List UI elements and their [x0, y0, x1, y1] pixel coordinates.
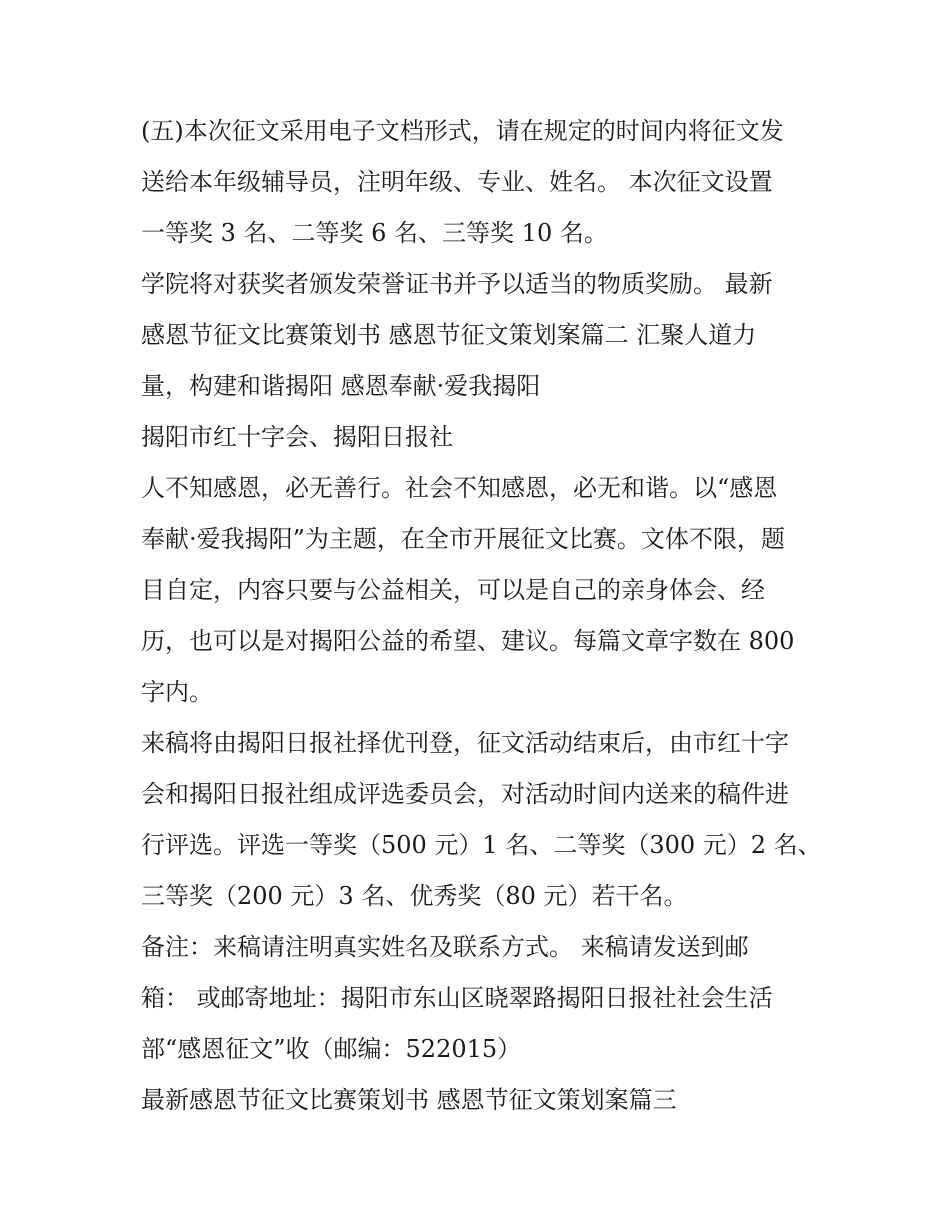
text-line: 部“感恩征文”收（邮编：522015） — [141, 1035, 522, 1063]
paragraph-essay-format — [141, 106, 821, 259]
paragraph-organizers — [141, 412, 821, 463]
paragraph-selection — [141, 718, 821, 922]
paragraph-section-heading — [141, 1075, 821, 1126]
text-line: 来稿将由揭阳日报社择优刊登，征文活动结束后，由市红十字 — [141, 729, 789, 757]
paragraph-theme — [141, 463, 821, 718]
text-line: 量，构建和谐揭阳 感恩奉献·爱我揭阳 — [141, 372, 541, 400]
paragraph-notes — [141, 922, 821, 1075]
text-line: 最新感恩节征文比赛策划书 感恩节征文策划案篇三 — [141, 1086, 677, 1114]
text-line: 人不知感恩，必无善行。社会不知感恩，必无和谐。以“感恩 — [141, 474, 778, 502]
text-line: 揭阳市红十字会、揭阳日报社 — [141, 423, 453, 451]
text-line: 一等奖 3 名、二等奖 6 名、三等奖 10 名。 — [141, 219, 608, 247]
text-line: 送给本年级辅导员，注明年级、专业、姓名。 本次征文设置 — [141, 168, 773, 196]
text-line: 箱： 或邮寄地址：揭阳市东山区晓翠路揭阳日报社社会生活 — [141, 984, 773, 1012]
text-line: 学院将对获奖者颁发荣誉证书并予以适当的物质奖励。 最新 — [141, 270, 773, 298]
document-body — [141, 106, 821, 1126]
text-line: (五)本次征文采用电子文档形式，请在规定的时间内将征文发 — [141, 117, 784, 145]
text-line: 奉献·爱我揭阳”为主题，在全市开展征文比赛。文体不限，题 — [141, 525, 785, 553]
paragraph-awards-and-title — [141, 259, 821, 412]
text-line: 历，也可以是对揭阳公益的希望、建议。每篇文章字数在 800 — [141, 627, 795, 655]
text-line: 三等奖（200 元）3 名、优秀奖（80 元）若干名。 — [141, 882, 688, 910]
text-line: 行评选。评选一等奖（500 元）1 名、二等奖（300 元）2 名、 — [141, 831, 822, 859]
text-line: 感恩节征文比赛策划书 感恩节征文策划案篇二 汇聚人道力 — [141, 321, 757, 349]
text-line: 会和揭阳日报社组成评选委员会，对活动时间内送来的稿件进 — [141, 780, 789, 808]
text-line: 字内。 — [141, 678, 213, 706]
text-line: 备注：来稿请注明真实姓名及联系方式。 来稿请发送到邮 — [141, 933, 749, 961]
text-line: 目自定，内容只要与公益相关，可以是自己的亲身体会、经 — [141, 576, 765, 604]
